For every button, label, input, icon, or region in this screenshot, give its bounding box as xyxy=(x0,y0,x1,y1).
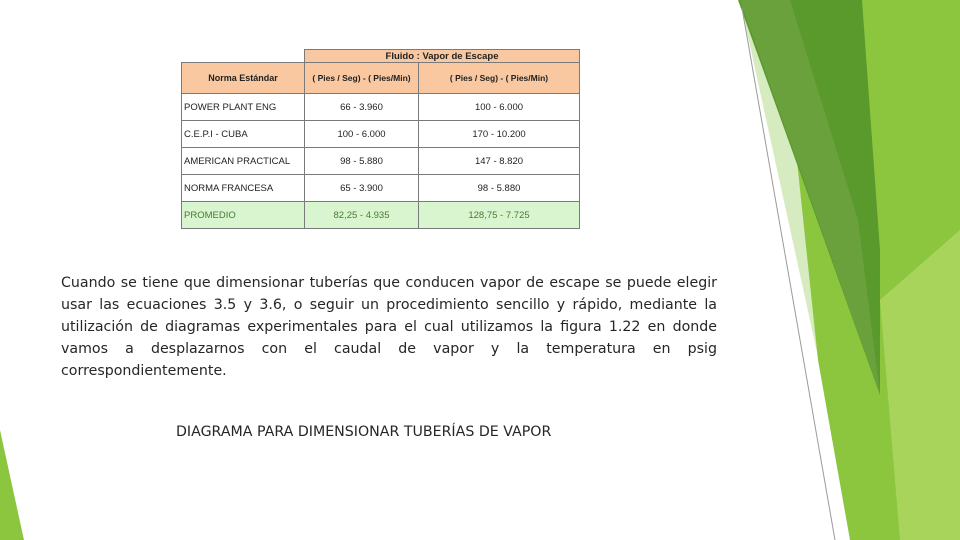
cell-value: 98 - 5.880 xyxy=(419,175,580,202)
table-row xyxy=(182,94,580,121)
cell-norma: AMERICAN PRACTICAL xyxy=(182,148,305,175)
cell-norma: POWER PLANT ENG xyxy=(182,94,305,121)
cell-value: 82,25 - 4.935 xyxy=(305,202,419,229)
cell-norma: C.E.P.I - CUBA xyxy=(182,121,305,148)
velocity-standards-table xyxy=(181,49,580,229)
header-norma: Norma Estándar xyxy=(182,63,305,94)
cell-norma: NORMA FRANCESA xyxy=(182,175,305,202)
header-velocity-1: ( Pies / Seg) - ( Pies/Min) xyxy=(305,63,419,94)
cell-value: 98 - 5.880 xyxy=(305,148,419,175)
cell-value: 65 - 3.900 xyxy=(305,175,419,202)
cell-value: 100 - 6.000 xyxy=(305,121,419,148)
cell-value: 66 - 3.960 xyxy=(305,94,419,121)
table-row xyxy=(182,121,580,148)
body-paragraph: Cuando se tiene que dimensionar tuberías que conducen vapor de escape se puede elegir usar las ecuaciones 3.5 y 3.6, o seguir un procedimiento sencillo y rápido, mediante la utilización de diagramas experimentales para el cual utilizamos la figura 1.22 en donde vamos a desplazarnos con el caudal de vapor y la temperatura en psig correspondientemente. xyxy=(61,275,717,379)
header-velocity-2: ( Pies / Seg) - ( Pies/Min) xyxy=(419,63,580,94)
table-empty-corner xyxy=(182,50,305,63)
cell-value: 100 - 6.000 xyxy=(419,94,580,121)
table-row xyxy=(182,148,580,175)
table-title: Fluido : Vapor de Escape xyxy=(305,50,580,63)
cell-value: 147 - 8.820 xyxy=(419,148,580,175)
left-accent-stripe xyxy=(0,430,24,540)
table-row xyxy=(182,175,580,202)
table-row-average xyxy=(182,202,580,229)
diagram-heading: DIAGRAMA PARA DIMENSIONAR TUBERÍAS DE VAPOR xyxy=(176,424,552,440)
cell-value: 170 - 10.200 xyxy=(419,121,580,148)
cell-norma: PROMEDIO xyxy=(182,202,305,229)
cell-value: 128,75 - 7.725 xyxy=(419,202,580,229)
